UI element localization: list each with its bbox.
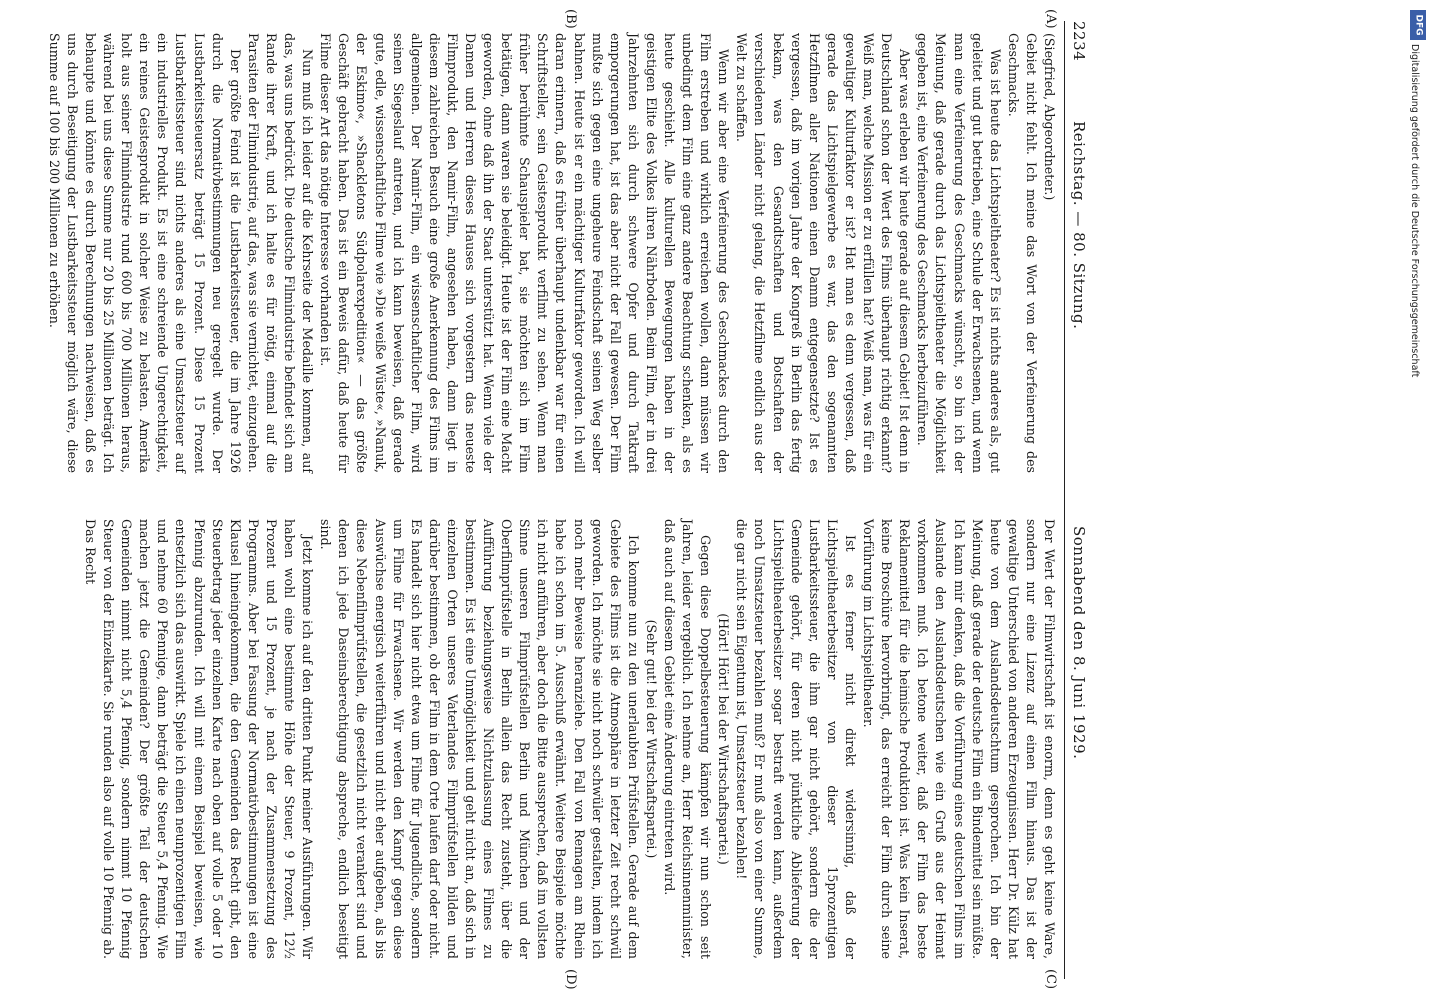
header-rule	[1064, 21, 1065, 979]
page-header	[1066, 21, 1088, 979]
paragraph: Nun muß ich leider auf die Kehrseite der Medaille kommen, auf das, was uns bedrückt. Die deutsche Filmindustrie befindet sich am Rande ihrer Kraft, und ich halte es für nötig, einmal auf die Parasiten der Filmindustrie, auf das, was sie vernichtet, einzugehen.	[245, 33, 316, 473]
margin-marker-c: (C)	[1043, 969, 1058, 990]
paragraph: Wenn wir aber eine Verfeinerung des Geschmackes durch den Film erstreben und wirklich erreichen wollen, dann müssen wir unbedingt dem Film eine ganz andere Beachtung schenken, als es heute geschieht. Alle kulturellen Bewegungen haben in der geistigen Elite des Volkes ihren Nährboden. Beim Film, der in drei Jahrzehnten sich durch schwere Opfer und durch Tatkraft emporgerungen hat, ist das aber nicht der Fall gewesen. Der Film mußte sich gegen eine ungeheure Feindschaft seinen Weg selber bahnen. Heute ist er ein mächtiger Kulturfaktor geworden. Ich will daran erinnern, daß es früher überhaupt undenkbar war für einen Schriftsteller, sein Geistesprodukt verfilmt zu sehen. Wenn man früher berühmte Schauspieler bat, sie möchten sich im Film betätigen, dann waren sie beleidigt. Heute ist der Film eine Macht geworden, ohne daß ihn der Staat unterstützt hat. Wenn viele der Damen und Herren dieses Hauses sich vorgestern das neueste Filmprodukt, den Namir-Film, angesehen haben, dann liegt in diesem zahlreichen Besuch eine große Anerkennung des Films im allgemeinen. Der Namir-Film, ein wissenschaftlicher Film, wird seinen Siegeslauf antreten, und ich kann beweisen, daß gerade gute, edle, wissenschaftliche Filme wie »Die weiße Wüste«, »Nanuk, der Eskimo«, »Shackletons Südpolarexpedition« — das größte Geschäft gebracht haben. Das ist ein Beweis dafür, daß heute für Filme dieser Art das nötige Interesse vorhanden ist.	[318, 33, 732, 473]
interjection: (Sehr gut! bei der Wirtschaftspartei.)	[643, 619, 659, 859]
paragraph: Gegen diese Doppelbesteuerung kämpfen wir nun schon seit Jahren, leider vergeblich. Ich nehme an, Herr Reichsinnenminister, daß auch auf diesem Gebiet eine Änderung eintreten wird.	[662, 519, 714, 959]
paragraph: Der größte Feind ist die Lustbarkeitssteuer, die im Jahre 1926 durch die Normativbestimmungen neu geregelt wurde. Der Lustbarkeitssteuersatz beträgt 15 Prozent. Diese 15 Prozent Lustbarkeitssteuer sind nichts anderes als eine Umsatzsteuer auf ein industrielles Produkt. Es ist eine schreiende Ungerechtigkeit, ein reines Geistesprodukt in solcher Weise zu belasten. Amerika holt aus seiner Filmindustrie rund 600 bis 700 Millionen heraus, während bei uns diese Summe nur 20 bis 25 Millionen beträgt. Ich behaupte und könnte es durch Berechnungen nachweisen, daß es uns durch Beseitigung der Lustbarkeitssteuer möglich wäre, diese Summe auf 100 bis 200 Millionen zu erhöhen.	[46, 33, 243, 473]
margin-marker-d: (D)	[563, 969, 578, 990]
funding-note: Digitalisierung gefördert durch die Deutsche Forschungsgemeinschaft	[1409, 44, 1420, 378]
right-column	[83, 519, 1058, 959]
funding-sidebar	[1406, 10, 1430, 985]
margin-marker-a: (A)	[1043, 9, 1058, 29]
paragraph: Aber was erleben wir heute gerade auf diesem Gebiet! Ist denn in Deutschland schon der Wert des Films überhaupt richtig erkannt? Weiß man, welche Mission er zu erfüllen hat? Weiß man, was für ein gewaltiger Kulturfaktor er ist? Hat man es denn vergessen, daß gerade das Lichtspielgewerbe es war, das den sogenannten Hetzfilmen aller Nationen einen Damm entgegensetzte? Ist es vergessen, daß im vorigen Jahre der Kongreß in Berlin das fertig bekam, was den Gesandtschaften und Botschaften der verschiedenen Länder nicht gelang, die Hetzfilme endlich aus der Welt zu schaffen.	[734, 33, 913, 473]
paragraph: Ist es ferner nicht direkt widersinnig, daß der Lichtspieltheaterbesitzer von dieser 15prozentigen Lustbarkeitssteuer, die ihm gar nicht gehört, sondern die der Gemeinde gehört, für deren nicht pünktliche Ablieferung der Lichtspieltheaterbesitzer sogar bestraft werden kann, außerdem noch Umsatzsteuer bezahlen muß? Er muß also von einer Summe, die gar nicht sein Eigentum ist, Umsatzsteuer bezahlen!	[734, 519, 858, 959]
paragraph: Was ist heute das Lichtspieltheater? Es ist nichts anderes als, gut geleitet und gut betrieben, eine Schule der Erwachsenen, und wenn man eine Verfeinerung des Geschmacks wünscht, so bin ich der Meinung, daß gerade durch das Lichtspieltheater die Möglichkeit gegeben ist, eine Verfeinerung des Geschmacks herbeizuführen.	[915, 33, 1003, 473]
session-title: Reichstag. — 80. Sitzung.	[1070, 121, 1088, 330]
document-page	[46, 9, 1088, 990]
paragraph: Jetzt komme ich auf den dritten Punkt meiner Ausführungen. Wir haben wohl eine bestimmte Höhe der Steuer, 9 Prozent, 12½ Prozent und 15 Prozent, je nach der Zusammensetzung des Programms. Aber bei Fassung der Normativbestimmungen ist eine Klausel hineingekommen, die den Gemeinden das Recht gibt, den Steuerbetrag jeder einzelnen Karte nach oben auf volle 5 oder 10 Pfennig abzurunden. Ich will mit einem Beispiel beweisen, wie entsetzlich sich das auswirkt. Spiele ich einen neunprozentigen Film und nehme 60 Pfennige, dann beträgt die Steuer 5,4 Pfennig. Wie machen jetzt die Gemeinden? Der größte Teil der deutschen Gemeinden nimmt nicht 5,4 Pfennig, sondern nimmt 10 Pfennig Steuer von der Einzelkarte. Sie runden also auf volle 10 Pfennig ab. Das Recht	[83, 519, 316, 959]
margin-marker-b: (B)	[563, 9, 578, 29]
speaker-line: (Siegfried, Abgeordneter.)	[1042, 33, 1057, 201]
left-column	[46, 33, 1058, 473]
paragraph: Ich komme nun zu den unerlaubten Prüfstellen. Gerade auf dem Gebiete des Films ist die Atmosphäre in letzter Zeit recht schwül geworden. Ich möchte sie nicht noch schwüler gestalten, indem ich noch mehr Beweise heranziehe. Den Fall von Remagen am Rhein habe ich schon im 5. Ausschuß erwähnt. Weitere Beispiele möchte ich nicht anführen, aber doch die Bitte aussprechen, daß im vollsten Sinne unseren Filmprüfstellen Berlin und München und der Oberfilmprüfstelle in Berlin allein das Recht zusteht, über die Aufführung beziehungsweise Nichtzulassung eines Filmes zu bestimmen. Es ist eine Unmöglichkeit und geht nicht an, daß sich in einzelnen Orten unseres Vaterlandes Filmprüfstellen bilden und darüber bestimmen, ob der Film in dem Orte laufen darf oder nicht. Es handelt sich hier nicht etwa um Filme für Jugendliche, sondern um Filme für Erwachsene. Wir werden den Kampf gegen diese Auswüchse energisch weiterführen und nicht eher aufgeben, als bis diese Nebenfilmprüfstellen, die gesetzlich nicht verankert sind und denen ich jede Daseinsberechtigung abspreche, endlich beseitigt sind.	[318, 519, 641, 959]
page-number: 2234	[1070, 21, 1088, 62]
paragraph: Der Wert der Filmwirtschaft ist enorm, denn es geht keine Ware, sondern nur eine Lizenz auf einen Film hinaus. Das ist der gewaltige Unterschied von anderen Erzeugnissen. Herr Dr. Külz hat heute von dem Auslandsdeutschtum gesprochen. Ich bin der Meinung, daß gerade der deutsche Film ein Bindemittel sein müßte. Ich kann mir denken, daß die Vorführung eines deutschen Films im Auslande den Auslandsdeutschen wie ein Gruß aus der Heimat vorkommen muß. Ich betone weiter, daß der Film das beste Reklamemittel für die heimische Produktion ist. Was kein Inserat, keine Broschüre hervorbringt, das erreicht der Film durch seine Vorführung im Lichtspieltheater.	[861, 519, 1057, 959]
dfg-logo: DFG	[1410, 10, 1426, 40]
interjection: (Hört! Hört! bei der Wirtschaftspartei.)	[716, 613, 732, 865]
paragraph: Gebiet nicht fehlt. Ich meine das Wort von der Verfeinerung des Geschmacks.	[1005, 33, 1039, 473]
session-date: Sonnabend den 8. Juni 1929.	[1070, 526, 1088, 760]
